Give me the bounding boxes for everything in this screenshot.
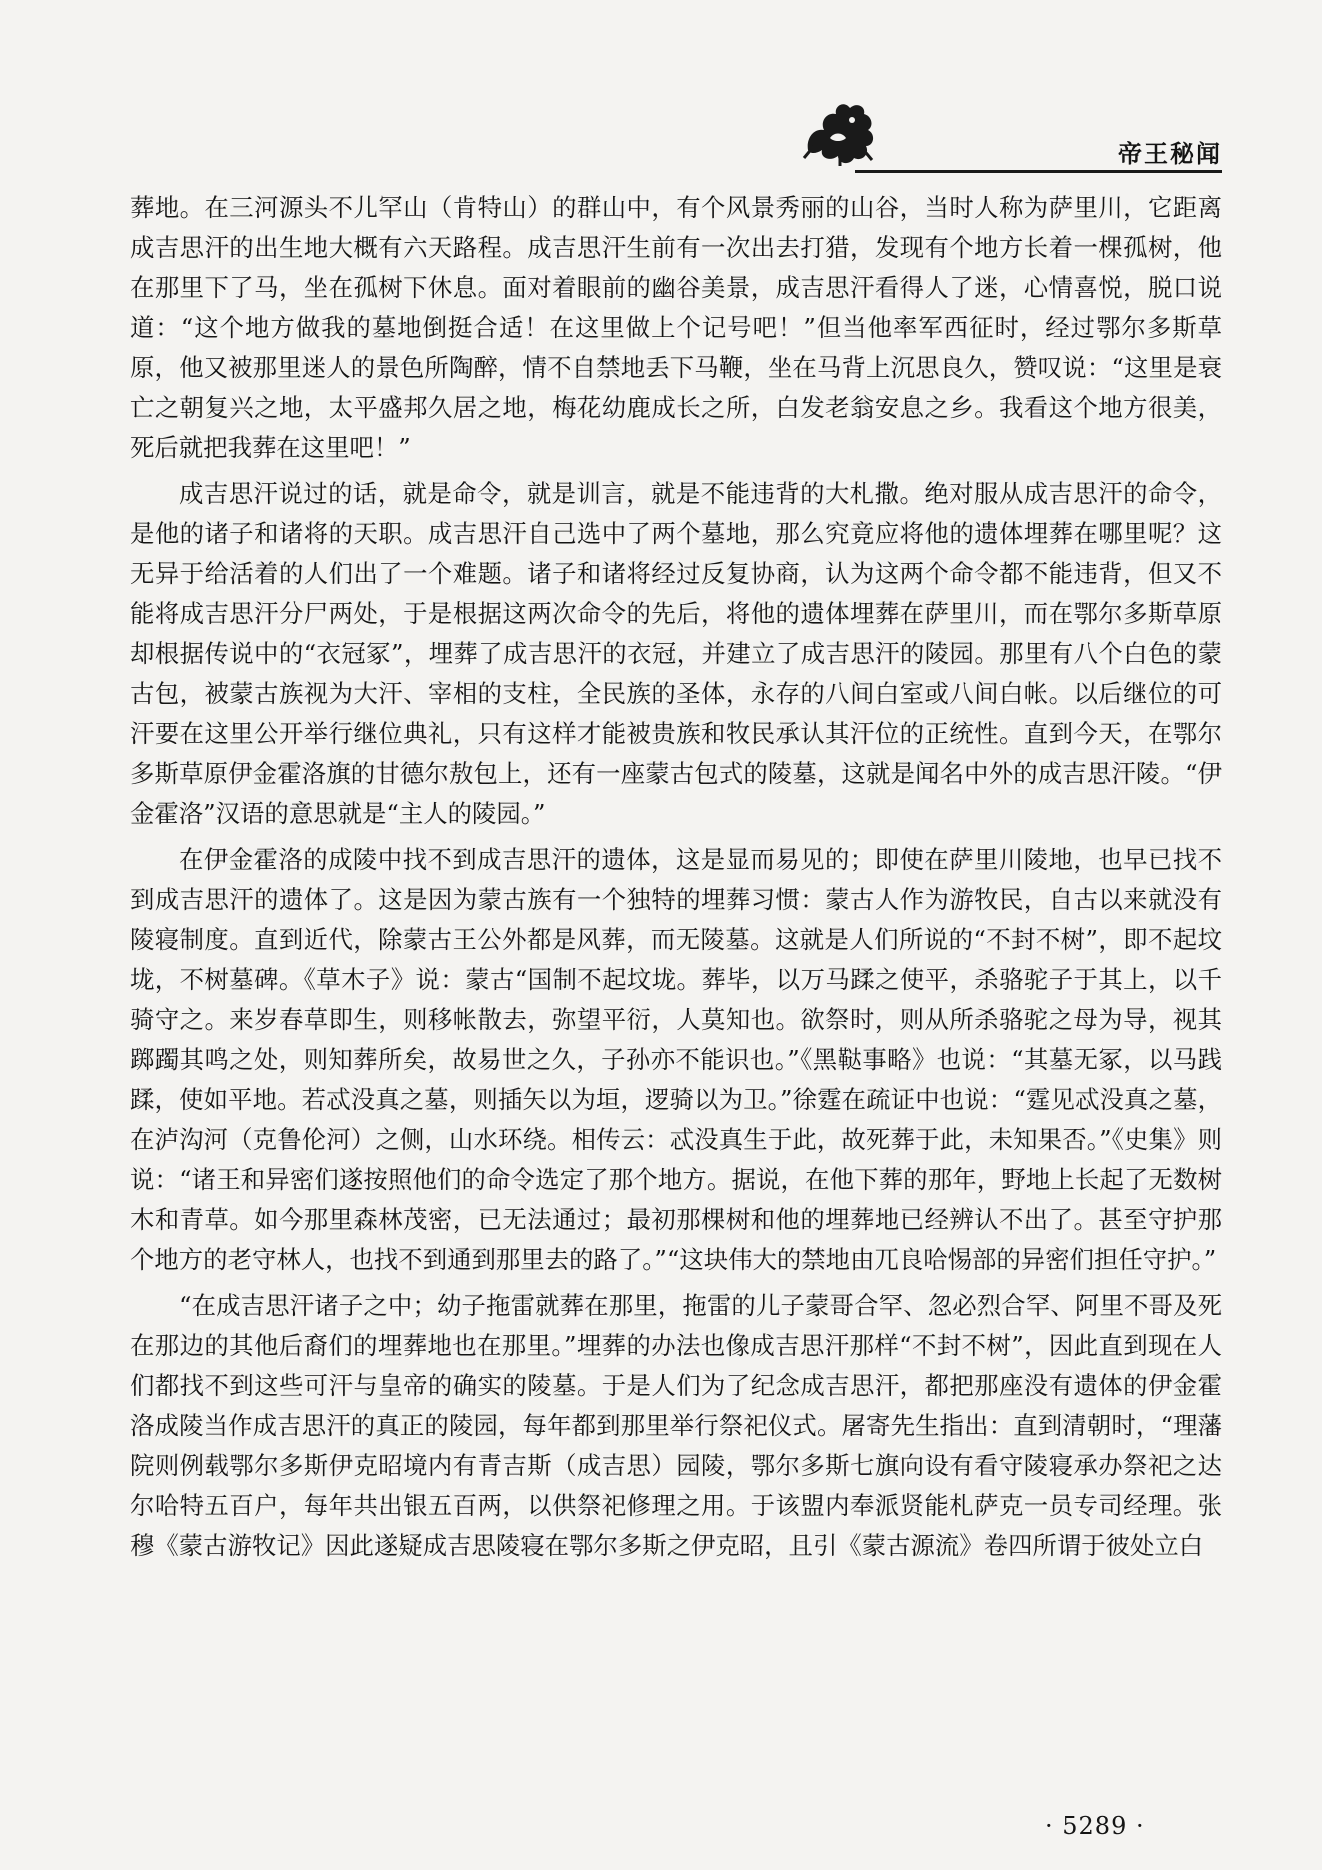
page-number: · 5289 · bbox=[1045, 1812, 1145, 1840]
dragon-emblem-icon bbox=[800, 98, 878, 168]
paragraph: 在伊金霍洛的成陵中找不到成吉思汗的遗体，这是显而易见的；即使在萨里川陵地，也早已找不到成吉思汗的遗体了。这是因为蒙古族有一个独特的埋葬习惯：蒙古人作为游牧民，自古以来就没有陵寝制度。直到近代，除蒙古王公外都是风葬，而无陵墓。这就是人们所说的“不封不树”，即不起坟垅，不树墓碑。《草木子》说：蒙古“国制不起坟垅。葬毕，以万马蹂之使平，杀骆驼子于其上，以千骑守之。来岁春草即生，则移帐散去，弥望平衍，人莫知也。欲祭时，则从所杀骆驼之母为导，视其踯躅其鸣之处，则知葬所矣，故易世之久，子孙亦不能识也。”《黑鞑事略》也说：“其墓无冢，以马践蹂，使如平地。若忒没真之墓，则插矢以为垣，逻骑以为卫。”徐霆在疏证中也说：“霆见忒没真之墓，在泸沟河（克鲁伦河）之侧，山水环绕。相传云：忒没真生于此，故死葬于此，未知果否。”《史集》则说：“诸王和异密们遂按照他们的命令选定了那个地方。据说，在他下葬的那年，野地上长起了无数树木和青草。如今那里森林茂密，已无法通过；最初那棵树和他的埋葬地已经辨认不出了。甚至守护那个地方的老守林人，也找不到通到那里去的路了。”“这块伟大的禁地由兀良哈惕部的异密们担任守护。” bbox=[130, 845, 1222, 1274]
running-header bbox=[780, 98, 1222, 173]
body-text bbox=[130, 188, 1222, 1572]
paragraph: “在成吉思汗诸子之中；幼子拖雷就葬在那里，拖雷的儿子蒙哥合罕、忽必烈合罕、阿里不哥及死在那边的其他后裔们的埋葬地也在那里。”埋葬的办法也像成吉思汗那样“不封不树”，因此直到现在人们都找不到这些可汗与皇帝的确实的陵墓。于是人们为了纪念成吉思汗，都把那座没有遗体的伊金霍洛成陵当作成吉思汗的真正的陵园，每年都到那里举行祭祀仪式。屠寄先生指出：直到清朝时，“理藩院则例载鄂尔多斯伊克昭境内有青吉斯（成吉思）园陵，鄂尔多斯七旗向设有看守陵寝承办祭祀之达尔哈特五百户，每年共出银五百两，以供祭祀修理之用。于该盟内奉派贤能札萨克一员专司经理。张穆《蒙古游牧记》因此遂疑成吉思陵寝在鄂尔多斯之伊克昭，且引《蒙古源流》卷四所谓于彼处立白 bbox=[130, 1291, 1222, 1560]
paragraph: 葬地。在三河源头不儿罕山（肯特山）的群山中，有个风景秀丽的山谷，当时人称为萨里川，它距离成吉思汗的出生地大概有六天路程。成吉思汗生前有一次出去打猎，发现有个地方长着一棵孤树，他在那里下了马，坐在孤树下休息。面对着眼前的幽谷美景，成吉思汗看得人了迷，心情喜悦，脱口说道：“这个地方做我的墓地倒挺合适！在这里做上个记号吧！”但当他率军西征时，经过鄂尔多斯草原，他又被那里迷人的景色所陶醉，情不自禁地丢下马鞭，坐在马背上沉思良久，赞叹说：“这里是衰亡之朝复兴之地，太平盛邦久居之地，梅花幼鹿成长之所，白发老翁安息之乡。我看这个地方很美，死后就把我葬在这里吧！” bbox=[130, 193, 1222, 462]
paragraph: 成吉思汗说过的话，就是命令，就是训言，就是不能违背的大札撒。绝对服从成吉思汗的命令，是他的诸子和诸将的天职。成吉思汗自己选中了两个墓地，那么究竟应将他的遗体埋葬在哪里呢？这无异于给活着的人们出了一个难题。诸子和诸将经过反复协商，认为这两个命令都不能违背，但又不能将成吉思汗分尸两处，于是根据这两次命令的先后，将他的遗体埋葬在萨里川，而在鄂尔多斯草原却根据传说中的“衣冠冢”，埋葬了成吉思汗的衣冠，并建立了成吉思汗的陵园。那里有八个白色的蒙古包，被蒙古族视为大汗、宰相的支柱，全民族的圣体，永存的八间白室或八间白帐。以后继位的可汗要在这里公开举行继位典礼，只有这样才能被贵族和牧民承认其汗位的正统性。直到今天，在鄂尔多斯草原伊金霍洛旗的甘德尔敖包上，还有一座蒙古包式的陵墓，这就是闻名中外的成吉思汗陵。“伊金霍洛”汉语的意思就是“主人的陵园。” bbox=[130, 479, 1222, 828]
header-title: 帝王秘闻 bbox=[1118, 140, 1222, 168]
header-rule bbox=[855, 170, 1222, 173]
